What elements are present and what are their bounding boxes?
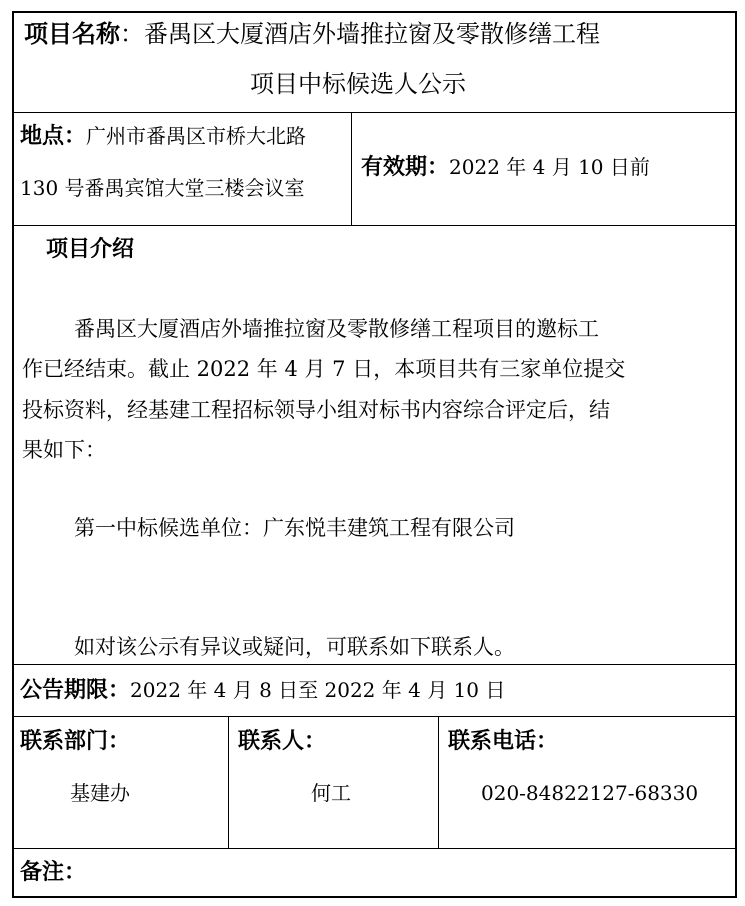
- intro-para-line-3: 投标资料，经基建工程招标领导小组对标书内容综合评定后，结: [22, 398, 610, 422]
- table-border-top: [12, 11, 737, 13]
- validity: [361, 157, 650, 179]
- table-border-bottom: [12, 896, 737, 898]
- table-border-left: [12, 11, 14, 898]
- location-line1: [20, 126, 306, 148]
- location-address-1: 广州市番禺区市桥大北路: [86, 124, 307, 148]
- contact-dept-label: 联系部门：: [20, 729, 131, 754]
- table-border-right: [735, 11, 737, 898]
- intro-para-line-1: 番禺区大厦酒店外墙推拉窗及零散修缮工程项目的邀标工: [74, 317, 599, 341]
- contact-phone-value: 020-84822127-68330: [481, 781, 699, 805]
- project-name-colon: ：: [120, 20, 144, 48]
- validity-label: 有效期：: [361, 155, 450, 180]
- intro-para-line-2: 作已经结束。截止 2022 年 4 月 7 日，本项目共有三家单位提交: [22, 357, 626, 381]
- row-divider-1: [12, 112, 737, 113]
- location-address-2: 130 号番禺宾馆大堂三楼会议室: [20, 176, 305, 200]
- winning-candidate: 第一中标候选单位：广东悦丰建筑工程有限公司: [74, 516, 515, 540]
- contact-person-value: 何工: [311, 781, 351, 805]
- row-divider-4: [12, 716, 737, 717]
- project-name-label: 项目名称: [24, 20, 120, 48]
- period-value: 2022 年 4 月 8 日至 2022 年 4 月 10 日: [130, 678, 506, 702]
- row-divider-2: [12, 225, 737, 226]
- row-divider-3: [12, 664, 737, 665]
- intro-heading: 项目介绍: [46, 237, 135, 262]
- project-name-line2: 项目中标候选人公示: [250, 70, 466, 98]
- row-divider-5: [12, 848, 737, 849]
- contact-phone-label: 联系电话：: [448, 729, 559, 754]
- cell-divider-contact-1: [228, 716, 229, 848]
- validity-value: 2022 年 4 月 10 日前: [449, 155, 650, 179]
- location-label: 地点：: [20, 124, 87, 149]
- cell-divider-location: [351, 112, 352, 225]
- cell-divider-contact-2: [438, 716, 439, 848]
- objection-note: 如对该公示有异议或疑问，可联系如下联系人。: [74, 635, 515, 659]
- project-name-text: 番禺区大厦酒店外墙推拉窗及零散修缮工程: [144, 20, 600, 48]
- contact-dept-value: 基建办: [70, 781, 130, 805]
- period-label: 公告期限：: [20, 678, 131, 703]
- remarks-label: 备注：: [20, 860, 87, 885]
- announcement-period: [20, 680, 505, 702]
- project-name-line1: [24, 22, 600, 46]
- contact-person-label: 联系人：: [238, 729, 327, 754]
- intro-para-line-4: 果如下：: [22, 438, 106, 462]
